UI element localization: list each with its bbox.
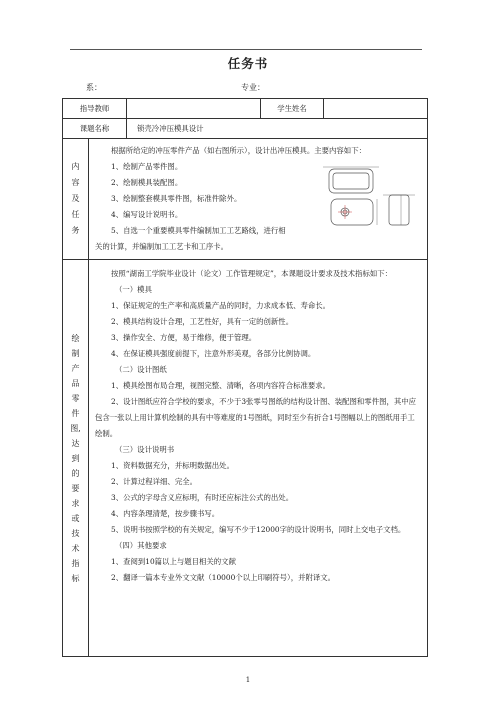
task-item: 5、自选一个重要模具零件编制加工工艺路线，进行相 [111,226,286,235]
task-item: 1、绘制产品零件图。 [111,162,183,171]
requirements-row [63,260,428,657]
task-item: 关的计算，并编制加工工艺卡和工序卡。 [95,242,229,251]
requirements-intro: 按照“湖南工学院毕业设计（论文）工作管理规定”，本课题设计要求及技术指标如下： [111,269,393,278]
student-label: 学生姓名 [261,99,324,119]
requirement-item: 4、在保证模具强度前提下，注意外形美观，各部分比例协调。 [111,349,316,358]
task-item: 2、绘制模具装配图。 [111,178,183,187]
requirement-item: 1、保证规定的生产率和高质量产品的同时，力求成本低、寿命长。 [111,301,331,310]
requirement-item: 3、操作安全、方便，易于维修，便于管理。 [111,333,257,342]
requirements-label: 绘 制 产 品 零 件 图, 达 到 的 要 求 或 技 术 指 标 [63,260,89,657]
department-label: 系： [86,83,102,92]
section-heading: （二）设计图纸 [115,365,167,374]
requirements-content [89,260,428,657]
topic-value: 锁壳冷冲压模具设计 [127,119,428,139]
part-drawing [323,165,423,227]
tasks-intro: 根据所给定的冲压零件产品（如右图所示），设计出冲压模具。主要内容如下： [111,146,366,155]
page-title: 任务书 [227,56,269,71]
requirement-item: 5、说明书按照学校的有关规定，编写不少于12000字的设计说明书，同时上交电子文档。 [111,525,406,534]
requirement-item: 2、模具结构设计合理，工艺性好，具有一定的创新性。 [111,317,294,326]
advisor-row [63,99,428,119]
page-number: 1 [245,676,251,684]
task-item: 3、绘制整套模具零件图，标准件除外。 [111,194,242,203]
section-heading: （一）模具 [115,285,152,294]
requirement-item: 4、内容条理清楚，按步骤书写。 [111,509,220,518]
section-heading: （四）其他要求 [115,541,167,550]
section-heading: （三）设计说明书 [115,445,175,454]
requirement-item: 1、资料数据充分，并标明数据出处。 [111,461,234,470]
tasks-row [63,139,428,260]
task-item: 4、编写设计说明书。 [111,210,183,219]
task-table [62,98,428,657]
major-label: 专业： [241,83,265,92]
top-rule [70,49,422,50]
requirement-item: 3、公式的字母含义应标明，有时还应标注公式的出处。 [111,493,294,502]
requirement-item: 2、设计图纸应符合学校的要求，不少于3张零号图纸的结构设计图、装配图和零件图，其中应包含一张以上用计算机绘制的具有中等难度的1号图纸，同时至少有折合1号图幅以上的图纸用手工绘制。 [95,397,417,438]
requirement-item: 2、计算过程详细、完全。 [111,477,198,486]
requirement-item: 1、查阅到10篇以上与题目相关的文献 [111,557,236,566]
tasks-label: 内 容 及 任 务 [63,139,89,260]
advisor-label: 指导教师 [63,99,127,119]
topic-label: 课题名称 [63,119,127,139]
requirement-item: 1、模具绘图布局合理，视图完整、清晰，各项内容符合标准要求。 [111,381,331,390]
student-value [324,99,428,119]
advisor-value [127,99,261,119]
topic-row [63,119,428,139]
tasks-content [89,139,428,260]
requirement-item: 2、翻译一篇本专业外文文献（10000个以上印刷符号），并附译文。 [111,573,336,582]
